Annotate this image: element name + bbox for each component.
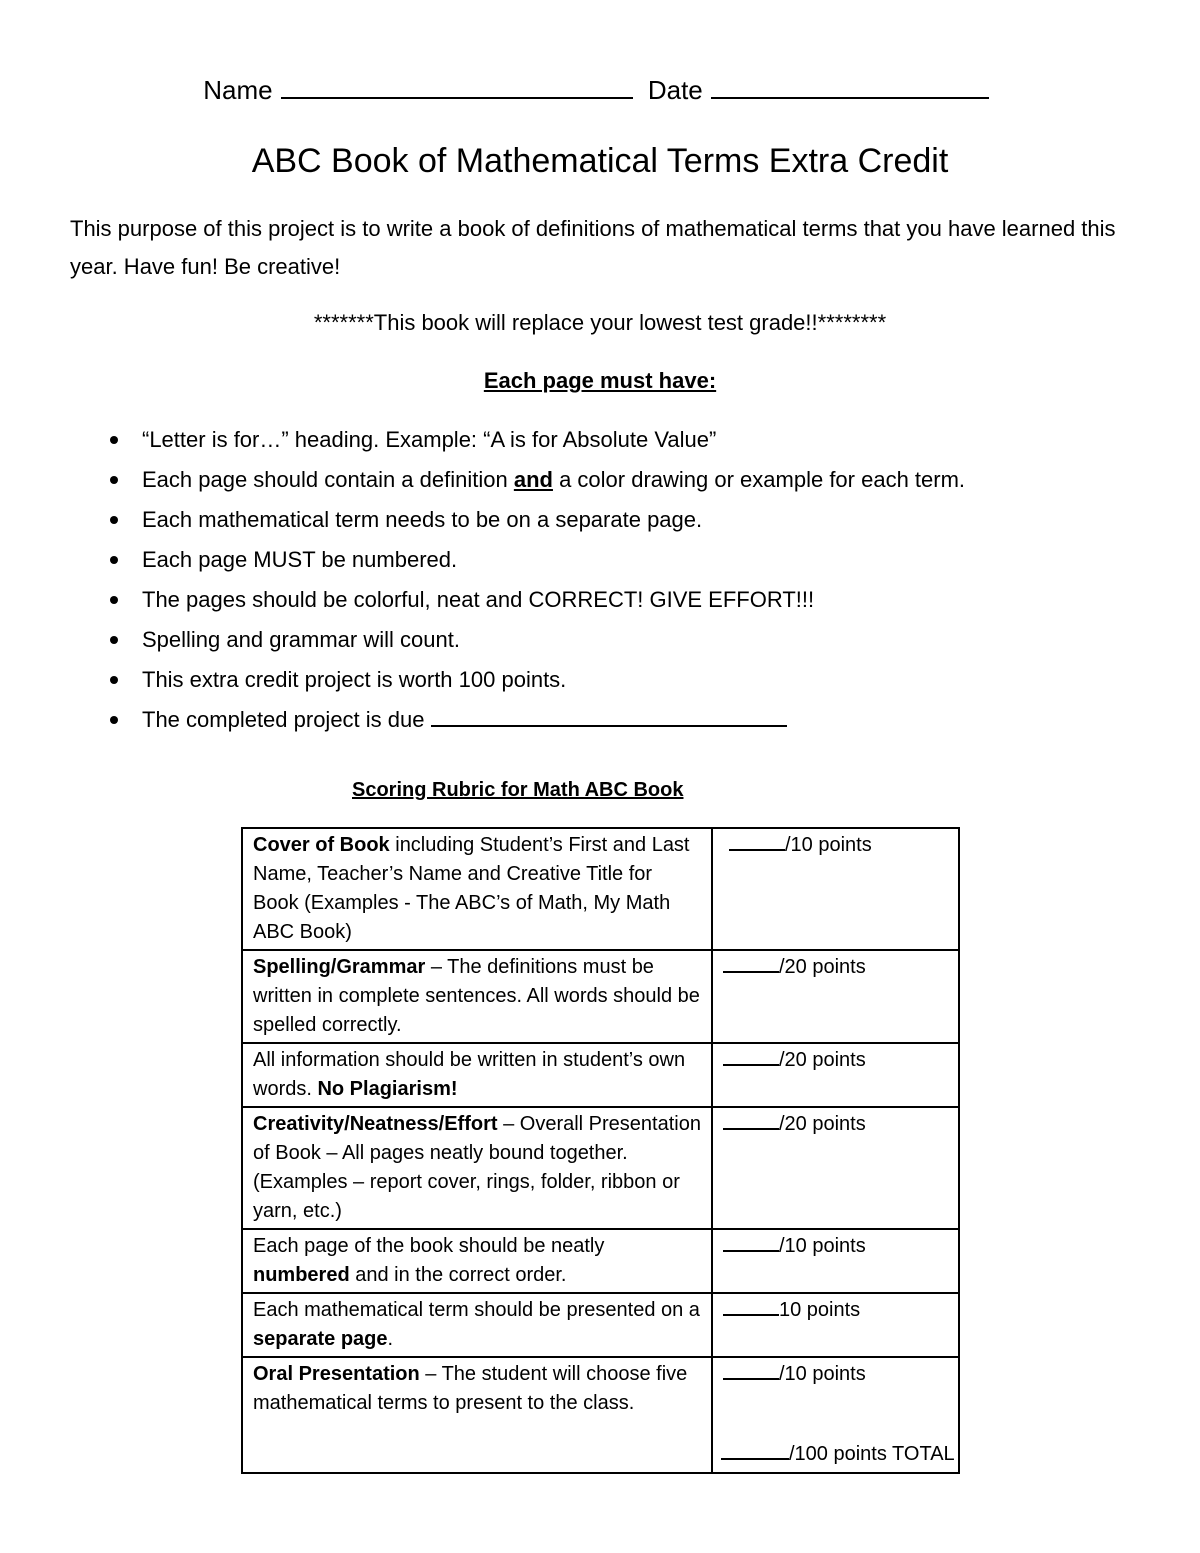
list-item: Each page MUST be numbered. <box>0 540 1200 580</box>
bullet-icon <box>110 676 118 684</box>
rubric-points: /20 points <box>712 950 959 1043</box>
requirements-list <box>0 420 1200 740</box>
total-points: /100 points TOTAL <box>721 1440 955 1468</box>
page-title: ABC Book of Mathematical Terms Extra Credit <box>251 142 949 180</box>
list-item: The completed project is due <box>0 700 1200 740</box>
rubric-criterion: Each page of the book should be neatly numbered and in the correct order. <box>242 1229 712 1293</box>
rubric-points: /10 points <box>712 828 959 950</box>
rubric-points: /20 points <box>712 1043 959 1107</box>
list-item: Each page should contain a definition and a color drawing or example for each term. <box>0 460 1200 500</box>
due-date-blank[interactable] <box>431 703 787 727</box>
table-row <box>242 1107 959 1229</box>
bullet-icon <box>110 636 118 644</box>
table-row <box>242 828 959 950</box>
table-row <box>242 950 959 1043</box>
score-blank[interactable] <box>723 1046 779 1066</box>
rubric-title: Scoring Rubric for Math ABC Book <box>352 779 684 801</box>
rubric-points: /10 points <box>712 1357 959 1473</box>
bullet-icon <box>110 436 118 444</box>
score-blank[interactable] <box>723 953 779 973</box>
rubric-criterion: Spelling/Grammar – The definitions must be written in complete sentences. All words should be spelled correctly. <box>242 950 712 1043</box>
score-blank[interactable] <box>723 1110 779 1130</box>
bullet-icon <box>110 516 118 524</box>
date-blank[interactable] <box>711 73 989 99</box>
score-blank[interactable] <box>723 1232 779 1252</box>
name-blank[interactable] <box>281 73 633 99</box>
score-blank[interactable] <box>729 831 785 851</box>
name-date-line <box>0 72 1200 108</box>
table-row <box>242 1043 959 1107</box>
total-score-blank[interactable] <box>721 1440 789 1460</box>
score-blank[interactable] <box>723 1296 779 1316</box>
rubric-criterion: Oral Presentation – The student will choose five mathematical terms to present to the class. <box>242 1357 712 1473</box>
name-label: Name <box>203 75 273 105</box>
date-label: Date <box>647 75 703 105</box>
replace-note: *******This book will replace your lowest test grade!!******** <box>313 310 887 335</box>
list-item: Each mathematical term needs to be on a separate page. <box>0 500 1200 540</box>
rubric-points: 10 points <box>712 1293 959 1357</box>
list-item: The pages should be colorful, neat and CORRECT! GIVE EFFORT!!! <box>0 580 1200 620</box>
rubric-criterion: Creativity/Neatness/Effort – Overall Presentation of Book – All pages neatly bound together. (Examples – report cover, rings, folder, ribbon or yarn, etc.) <box>242 1107 712 1229</box>
list-item: This extra credit project is worth 100 points. <box>0 660 1200 700</box>
must-have-heading: Each page must have: <box>483 368 717 393</box>
bullet-icon <box>110 476 118 484</box>
rubric-criterion: Cover of Book including Student’s First and Last Name, Teacher’s Name and Creative Title for Book (Examples - The ABC’s of Math, My Math ABC Book) <box>242 828 712 950</box>
intro-paragraph: This purpose of this project is to write a book of definitions of mathematical terms that you have learned this year. Have fun! Be creative! <box>70 216 1116 279</box>
table-row <box>242 1293 959 1357</box>
rubric-points: /10 points <box>712 1229 959 1293</box>
rubric-criterion: Each mathematical term should be presented on a separate page. <box>242 1293 712 1357</box>
score-blank[interactable] <box>723 1360 779 1380</box>
list-item: Spelling and grammar will count. <box>0 620 1200 660</box>
bullet-icon <box>110 556 118 564</box>
rubric-criterion: All information should be written in student’s own words. No Plagiarism! <box>242 1043 712 1107</box>
list-item: “Letter is for…” heading. Example: “A is for Absolute Value” <box>0 420 1200 460</box>
rubric-table <box>241 827 960 1474</box>
bullet-icon <box>110 596 118 604</box>
table-row <box>242 1229 959 1293</box>
bullet-icon <box>110 716 118 724</box>
rubric-points: /20 points <box>712 1107 959 1229</box>
